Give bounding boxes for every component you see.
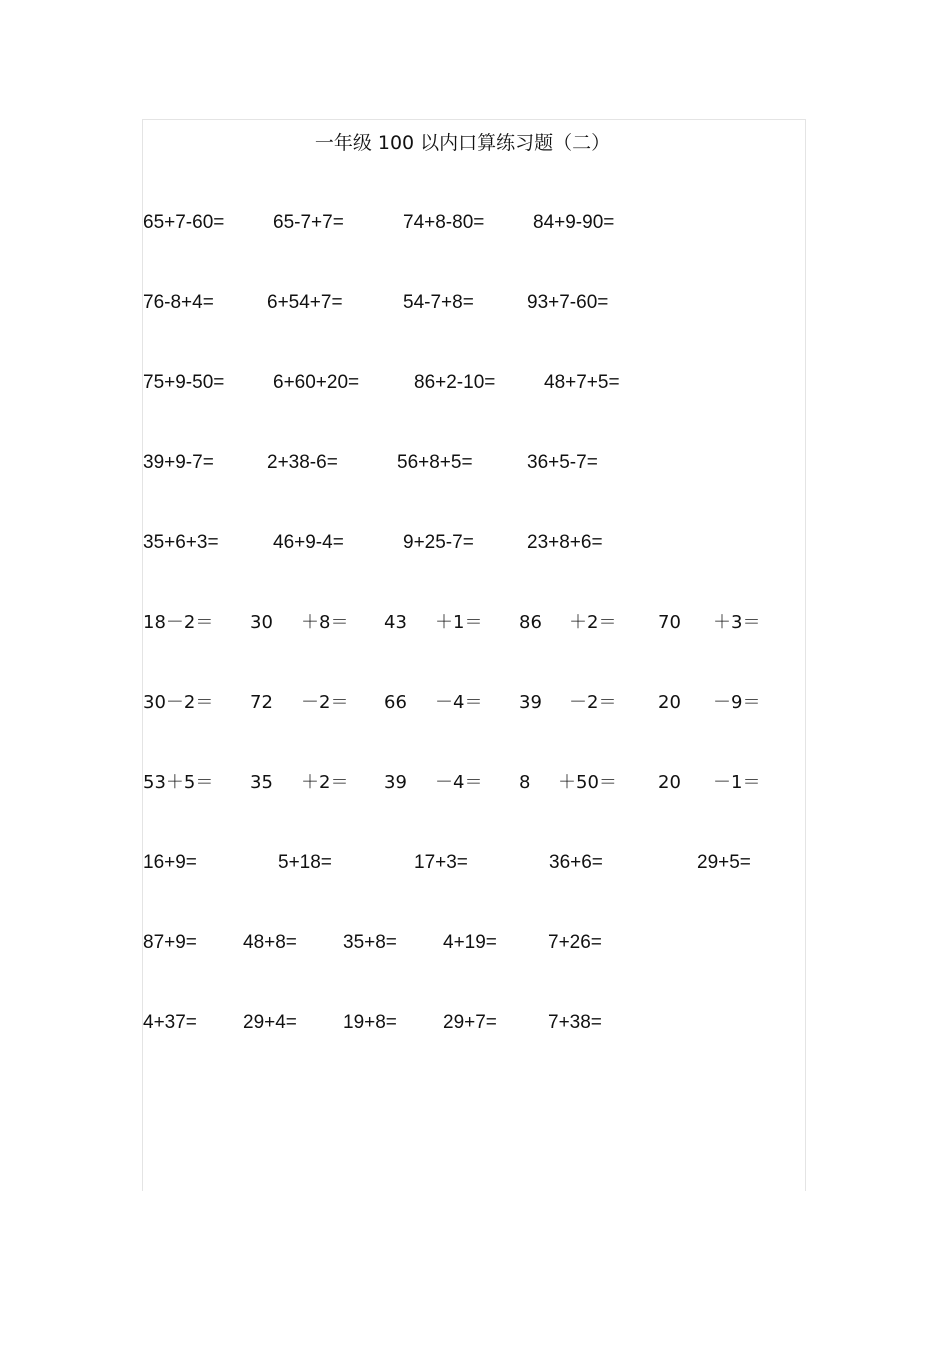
problem: 35+8= [343,932,397,953]
problem-number: 39 [519,692,542,713]
problem-row-1 [0,211,950,235]
problem-number: 86 [519,612,542,633]
problem: 48+8= [243,932,297,953]
problem-operation: ＋2＝ [301,772,349,793]
problem: 4+19= [443,932,497,953]
problem-operation: ＋8＝ [301,612,349,633]
problem-number: 8 [519,772,531,793]
problem: 2+38-6= [267,452,338,473]
problem: 84+9-90= [533,212,615,233]
problem: 56+8+5= [397,452,473,473]
worksheet-title: 一年级 100 以内口算练习题（二） [314,132,611,154]
problem-row-6 [0,611,950,635]
problem: 48+7+5= [544,372,620,393]
problem: 29+5= [697,852,751,873]
problem-operation: －9＝ [713,692,761,713]
problem-number: 35 [250,772,273,793]
problem: 29+7= [443,1012,497,1033]
problem: 17+3= [414,852,468,873]
problem-row-8 [0,771,950,795]
problem-operation: －4＝ [435,692,483,713]
problem: 87+9= [143,932,197,953]
problem-row-10 [0,931,950,955]
problem: 16+9= [143,852,197,873]
problem-operation: －2＝ [301,692,349,713]
problem: 65+7-60= [143,212,225,233]
problem: 76-8+4= [143,292,214,313]
problem-row-7 [0,691,950,715]
problem: 23+8+6= [527,532,603,553]
problem-row-2 [0,291,950,315]
problem-row-9 [0,851,950,875]
problem: 5+18= [278,852,332,873]
problem: 36+5-7= [527,452,598,473]
problem: 30－2＝ [143,692,214,713]
problem: 93+7-60= [527,292,609,313]
problem-row-5 [0,531,950,555]
problem: 6+60+20= [273,372,360,393]
problem: 75+9-50= [143,372,225,393]
problem-number: 70 [658,612,681,633]
problem-number: 66 [384,692,407,713]
problem-operation: ＋3＝ [713,612,761,633]
problem-number: 39 [384,772,407,793]
problem-row-4 [0,451,950,475]
problem: 7+26= [548,932,602,953]
problem-operation: －1＝ [713,772,761,793]
problem: 35+6+3= [143,532,219,553]
problem: 65-7+7= [273,212,344,233]
problem-number: 30 [250,612,273,633]
problem: 86+2-10= [414,372,496,393]
problem: 54-7+8= [403,292,474,313]
problem: 46+9-4= [273,532,344,553]
problem: 7+38= [548,1012,602,1033]
problem: 29+4= [243,1012,297,1033]
problem-number: 72 [250,692,273,713]
problem: 53＋5＝ [143,772,214,793]
problem-number: 20 [658,772,681,793]
problem-operation: －4＝ [435,772,483,793]
problem-number: 43 [384,612,407,633]
problem: 9+25-7= [403,532,474,553]
problem: 6+54+7= [267,292,343,313]
problem-operation: ＋50＝ [558,772,617,793]
problem-operation: －2＝ [569,692,617,713]
problem-operation: ＋2＝ [569,612,617,633]
problem: 74+8-80= [403,212,485,233]
problem: 4+37= [143,1012,197,1033]
problem: 36+6= [549,852,603,873]
problem: 19+8= [343,1012,397,1033]
problem-row-11 [0,1011,950,1035]
problem-row-3 [0,371,950,395]
problem-operation: ＋1＝ [435,612,483,633]
problem-number: 20 [658,692,681,713]
problem: 39+9-7= [143,452,214,473]
problem: 18－2＝ [143,612,214,633]
